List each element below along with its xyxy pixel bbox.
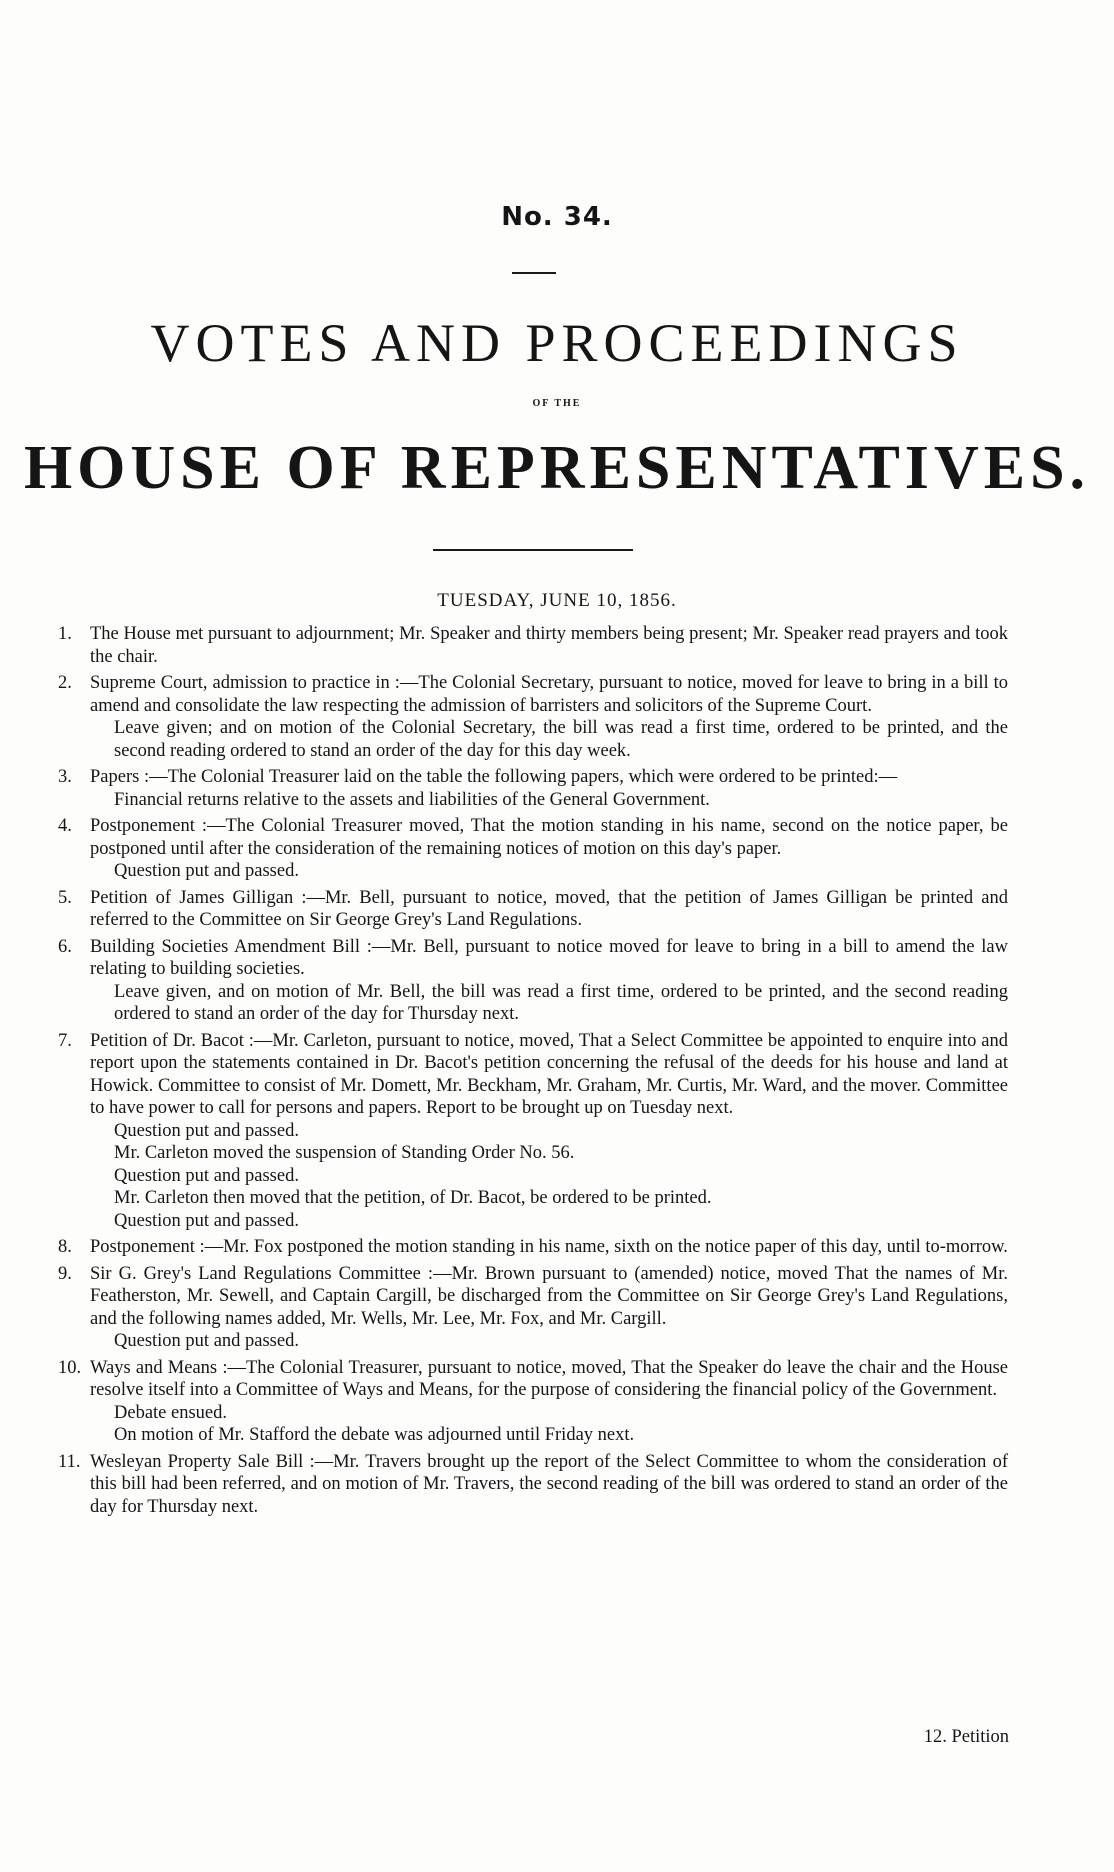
item-paragraph: Wesleyan Property Sale Bill :—Mr. Travers brought up the report of the Select Committee to whom the consideration of this bill had been referred, and on motion of Mr. Travers, the second reading of the bill was ordered to stand an order of the day for Thursday next. xyxy=(90,1451,1008,1517)
item-number: 8. xyxy=(58,1237,72,1257)
item-paragraph: Mr. Carleton then moved that the petition, of Dr. Bacot, be ordered to be printed. xyxy=(114,1188,712,1208)
item-number: 10. xyxy=(58,1357,82,1378)
item-paragraph: Leave given, and on motion of Mr. Bell, the bill was read a first time, ordered to be printed, and the second reading ordered to stand an order of the day for Thursday next. xyxy=(114,981,1008,1024)
list-item xyxy=(58,1451,1008,1519)
list-item xyxy=(58,766,1008,811)
catchword: 12. Petition xyxy=(923,1727,1009,1747)
session-date: TUESDAY, JUNE 10, 1856. xyxy=(437,590,677,611)
item-number: 9. xyxy=(58,1263,72,1284)
proceedings-list xyxy=(58,623,1008,1522)
item-paragraph: Financial returns relative to the assets and liabilities of the General Government. xyxy=(114,789,710,810)
list-item xyxy=(58,623,1008,668)
issue-number: No. 34. xyxy=(501,202,613,232)
item-paragraph: Question put and passed. xyxy=(114,1120,299,1141)
item-number: 6. xyxy=(58,936,72,957)
item-paragraph: Building Societies Amendment Bill :—Mr. Bell, pursuant to notice moved for leave to bring in a bill to amend the law relating to building societies. xyxy=(90,936,1008,979)
item-paragraph: Postponement :—Mr. Fox postponed the motion standing in his name, sixth on the notice paper of this day, until to-morrow. xyxy=(90,1237,1008,1257)
document-title: VOTES AND PROCEEDINGS xyxy=(150,313,964,373)
list-item xyxy=(58,1030,1008,1233)
item-paragraph: Sir G. Grey's Land Regulations Committee :—Mr. Brown pursuant to (amended) notice, moved That the names of Mr. Featherston, Mr. Sewell, and Captain Cargill, be discharged from the Committee on Sir George Grey's Land Regulations, and the following names added, Mr. Wells, Mr. Lee, Mr. Fox, and Mr. Cargill. xyxy=(90,1263,1008,1329)
item-paragraph: Mr. Carleton moved the suspension of Standing Order No. 56. xyxy=(114,1143,575,1163)
item-paragraph: Petition of Dr. Bacot :—Mr. Carleton, pursuant to notice, moved, That a Select Committee be appointed to enquire into and report upon the statements contained in Dr. Bacot's petition concerning the refusal of the deeds for his house and land at Howick. Committee to consist of Mr. Domett, Mr. Beckham, Mr. Graham, Mr. Curtis, Mr. Ward, and the mover. Committee to have power to call for persons and papers. Report to be brought up on Tuesday next. xyxy=(90,1030,1008,1118)
short-divider xyxy=(512,272,556,274)
item-number: 7. xyxy=(58,1030,72,1051)
item-number: 2. xyxy=(58,673,72,693)
item-paragraph: Debate ensued. xyxy=(114,1402,228,1423)
list-item xyxy=(58,1263,1008,1353)
item-paragraph: Ways and Means :—The Colonial Treasurer, pursuant to notice, moved, That the Speaker do leave the chair and the House resolve itself into a Committee of Ways and Means, for the purpose of considering the financial policy of the Government. xyxy=(90,1357,1008,1400)
item-paragraph: On motion of Mr. Stafford the debate was adjourned until Friday next. xyxy=(114,1425,635,1445)
list-item xyxy=(58,1357,1008,1447)
item-paragraph: Papers :—The Colonial Treasurer laid on the table the following papers, which were ordered to be printed:— xyxy=(90,767,898,787)
item-paragraph: Question put and passed. xyxy=(114,1331,299,1351)
house-title: HOUSE OF REPRESENTATIVES. xyxy=(23,434,1091,502)
item-paragraph: Question put and passed. xyxy=(114,1165,299,1186)
item-paragraph: Leave given; and on motion of the Colonial Secretary, the bill was read a first time, ordered to be printed, and the second reading ordered to stand an order of the day for this day week. xyxy=(114,718,1008,761)
list-item xyxy=(58,672,1008,762)
item-number: 4. xyxy=(58,816,72,836)
item-number: 1. xyxy=(58,624,72,644)
item-number: 3. xyxy=(58,767,72,787)
list-item xyxy=(58,815,1008,883)
item-paragraph: Question put and passed. xyxy=(114,861,299,881)
item-paragraph: Petition of James Gilligan :—Mr. Bell, pursuant to notice, moved, that the petition of James Gilligan be printed and referred to the Committee on Sir George Grey's Land Regulations. xyxy=(90,887,1008,930)
item-paragraph: Postponement :—The Colonial Treasurer moved, That the motion standing in his name, second on the notice paper, be postponed until after the consideration of the remaining notices of motion on this day's paper. xyxy=(90,816,1008,859)
list-item xyxy=(58,936,1008,1026)
item-number: 11. xyxy=(58,1451,81,1472)
of-the-label: OF THE xyxy=(532,398,582,409)
item-paragraph: The House met pursuant to adjournment; Mr. Speaker and thirty members being present; Mr. Speaker read prayers and took the chair. xyxy=(90,624,1008,667)
list-item xyxy=(58,887,1008,932)
item-number: 5. xyxy=(58,887,72,908)
list-item xyxy=(58,1236,1008,1259)
title-divider xyxy=(433,549,633,551)
item-paragraph: Supreme Court, admission to practice in :—The Colonial Secretary, pursuant to notice, moved for leave to bring in a bill to amend and consolidate the law respecting the admission of barristers and solicitors of the Supreme Court. xyxy=(90,673,1008,716)
item-paragraph: Question put and passed. xyxy=(114,1210,299,1231)
